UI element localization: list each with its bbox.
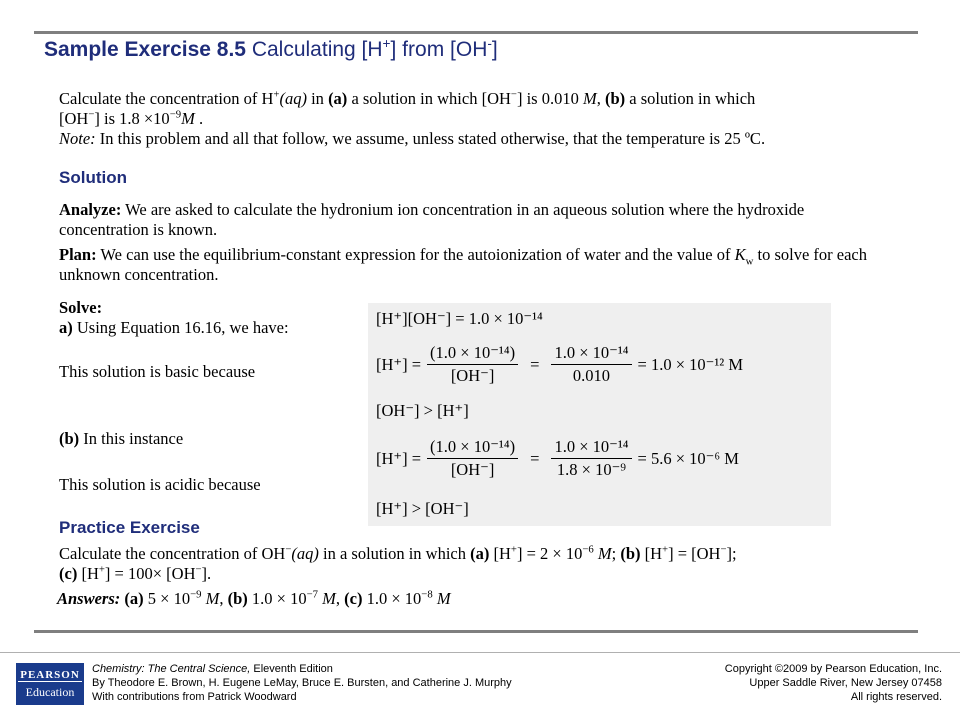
- top-rule: [34, 31, 918, 34]
- solve-b-text: (b) In this instance: [59, 429, 184, 448]
- equation-acidic-comparison: [H⁺] > [OH⁻]: [376, 499, 469, 518]
- equation-h-acidic: [H⁺] = $\frac{\text{(1.0 × 10⁻¹⁴)}}{[OH^-]}$ = $\frac{\text{1.0 × 10⁻¹⁴}}{\text{1.8 × 10⁻⁹}}$ = 5.6 × 10⁻⁶ M: [376, 437, 739, 479]
- equation-kw: [H⁺][OH⁻] = 1.0 × 10⁻¹⁴: [376, 309, 543, 328]
- equation-basic-comparison: [OH⁻] > [H⁺]: [376, 401, 469, 420]
- practice-statement: Calculate the concentration of OH−(aq) in a solution in which (a) $[H^+] = 2 \times 10^{-6}$ M; (b) [H+] = [OH−]; (c) [H+] = 100× [OH−].: [59, 543, 737, 583]
- note-label: Note:: [59, 129, 96, 148]
- footer-separator: [0, 652, 960, 653]
- plan-paragraph: Plan: We can use the equilibrium-constant expression for the autoionization of water and the value of $K_w$ to solve for each unknown concentration.: [59, 245, 867, 284]
- equation-h-basic: [H⁺] = $\frac{\text{(1.0 × 10⁻¹⁴)}}{[OH^-]}$ = $\frac{\text{1.0 × 10⁻¹⁴}}{0.010}$ = 1.0 × 10⁻¹² M: [376, 343, 744, 385]
- footer-book-info: Chemistry: The Central Science, Eleventh Edition By Theodore E. Brown, H. Eugene LeMay, Bruce E. Bursten, and Catherine J. Murphy With contributions from Patrick Woodward: [92, 663, 512, 703]
- acidic-text: This solution is acidic because: [59, 475, 261, 494]
- basic-text: This solution is basic because: [59, 362, 256, 381]
- pearson-logo: PEARSON Education: [16, 663, 84, 705]
- analyze-paragraph: Analyze: We are asked to calculate the hydronium ion concentration in an aqueous solution where the hydroxide concentration is known.: [59, 200, 805, 239]
- solve-a-text: a) Using Equation 16.16, we have:: [59, 318, 289, 337]
- equation-panel: [368, 303, 831, 526]
- bottom-rule: [34, 630, 918, 633]
- page-title: Sample Exercise 8.5 Calculating [H+] from [OH-]: [44, 36, 498, 61]
- practice-heading: Practice Exercise: [59, 518, 200, 537]
- footer-copyright: Copyright ©2009 by Pearson Education, Inc. Upper Saddle River, New Jersey 07458 All rights reserved.: [724, 663, 942, 703]
- solution-heading: Solution: [59, 168, 127, 187]
- problem-statement: Calculate the concentration of H+(aq) in (a) a solution in which [OH−] is 0.010 M, (b) a solution in which [OH−] is $1.8 \times 10^{-9}M$ . Note: In this problem and all that follow, we assume, unless stated otherwise, that the temperature is 25 ºC.: [59, 88, 766, 148]
- solve-label: Solve:: [59, 298, 103, 317]
- answers-line: Answers: (a) $5 \times 10^{-9}$ M, (b) $1.0 \times 10^{-7}$ M, (c) $1.0 \times 10^{-8}$ M: [57, 588, 451, 608]
